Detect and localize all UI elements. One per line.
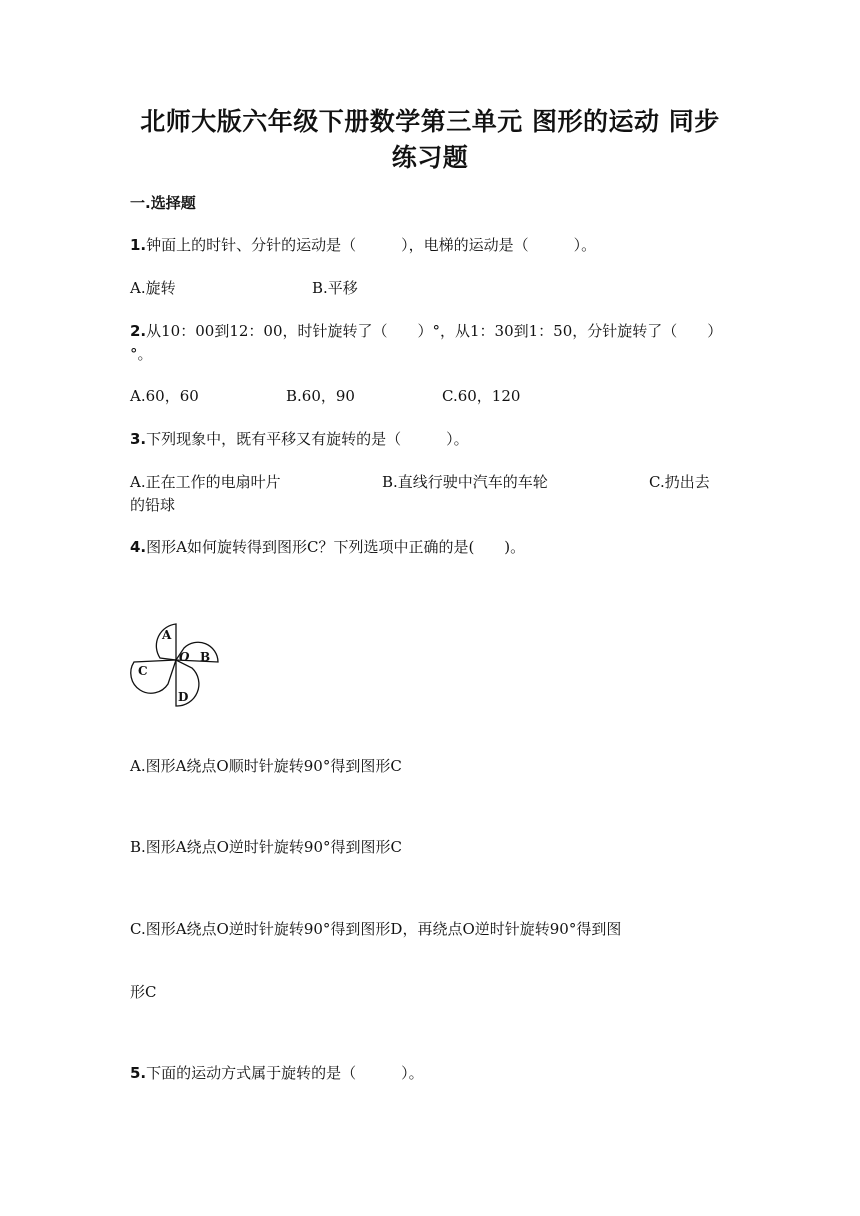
label-a: A xyxy=(162,628,172,642)
q4-option-c-line2 xyxy=(130,981,156,1004)
question-text: 下面的运动方式属于旋转的是（ ）。 xyxy=(146,1064,424,1082)
pinwheel-svg xyxy=(126,618,226,712)
question-number: 2. xyxy=(130,322,147,340)
q4-option-c-tail: 形C xyxy=(130,983,157,1001)
pinwheel-figure xyxy=(126,618,226,712)
q2-option-b: B.60，90 xyxy=(286,387,355,405)
question-text: 下列现象中，既有平移又有旋转的是（ ）。 xyxy=(146,430,469,448)
label-c: C xyxy=(138,664,148,678)
q1-option-b: B.平移 xyxy=(312,279,358,297)
question-3 xyxy=(130,428,730,451)
question-text: 图形A如何旋转得到图形C？下列选项中正确的是( )。 xyxy=(146,538,526,556)
question-2 xyxy=(130,320,730,366)
label-b: B xyxy=(200,650,211,664)
question-text: 从10：00到12：00，时针旋转了（ ）°，从1：30到1：50，分针旋转了（ ）°。 xyxy=(130,322,723,363)
q2-option-a: A.60，60 xyxy=(130,387,199,405)
q4-option-c-line1 xyxy=(130,918,621,941)
q4-option-c-head: C.图形A绕点O逆时针旋转90°得到图形D，再绕点O逆时针旋转90°得到图 xyxy=(130,920,622,938)
q4-option-a: A.图形A绕点O顺时针旋转90°得到图形C xyxy=(130,757,402,775)
label-o: O xyxy=(179,650,190,664)
page-title: 北师大版六年级下册数学第三单元 图形的运动 同步练习题 xyxy=(140,107,720,172)
question-4 xyxy=(130,536,730,559)
question-number: 1. xyxy=(130,236,147,254)
q3-option-c-tail: 的铅球 xyxy=(130,496,176,514)
question-number: 4. xyxy=(130,538,147,556)
q3-option-c-rest xyxy=(130,494,175,517)
section-heading: 一.选择题 xyxy=(130,194,196,212)
question-1 xyxy=(130,234,730,257)
question-number: 3. xyxy=(130,430,147,448)
label-d: D xyxy=(178,690,189,704)
q2-option-c: C.60，120 xyxy=(442,387,521,405)
q4-option-b: B.图形A绕点O逆时针旋转90°得到图形C xyxy=(130,838,402,856)
question-number: 5. xyxy=(130,1064,147,1082)
question-5 xyxy=(130,1062,730,1085)
question-text: 钟面上的时针、分针的运动是（ ），电梯的运动是（ ）。 xyxy=(146,236,597,254)
q3-option-c-first xyxy=(649,471,710,494)
q3-option-b: B.直线行驶中汽车的车轮 xyxy=(382,473,548,491)
q1-option-a: A.旋转 xyxy=(130,279,176,297)
q3-option-a: A.正在工作的电扇叶片 xyxy=(130,473,281,491)
q3-option-c-head: C.扔出去 xyxy=(649,473,710,491)
